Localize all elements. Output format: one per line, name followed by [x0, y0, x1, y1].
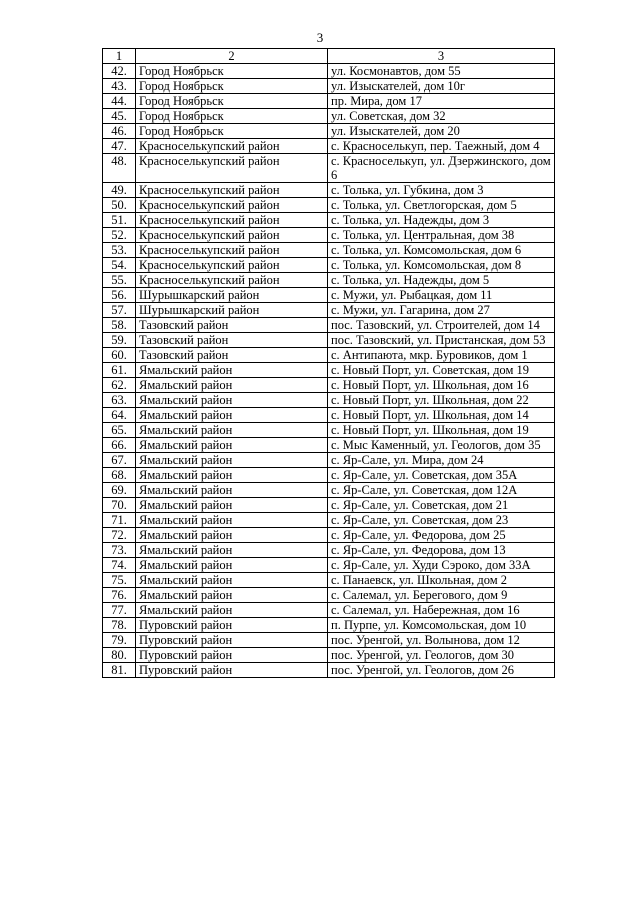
- row-number: 58.: [103, 318, 136, 333]
- row-address: с. Толька, ул. Надежды, дом 3: [328, 213, 555, 228]
- table-row: [103, 94, 555, 109]
- row-municipality: Город Ноябрьск: [136, 109, 328, 124]
- table-row: [103, 573, 555, 588]
- row-address: с. Новый Порт, ул. Школьная, дом 16: [328, 378, 555, 393]
- table-row: [103, 288, 555, 303]
- row-number: 52.: [103, 228, 136, 243]
- row-number: 70.: [103, 498, 136, 513]
- row-number: 48.: [103, 154, 136, 183]
- row-number: 47.: [103, 139, 136, 154]
- row-address: с. Красноселькуп, ул. Дзержинского, дом 6: [328, 154, 555, 183]
- row-address: с. Толька, ул. Надежды, дом 5: [328, 273, 555, 288]
- table-row: [103, 438, 555, 453]
- row-municipality: Красноселькупский район: [136, 139, 328, 154]
- row-number: 54.: [103, 258, 136, 273]
- row-number: 45.: [103, 109, 136, 124]
- row-municipality: Красноселькупский район: [136, 243, 328, 258]
- row-address: с. Мужи, ул. Гагарина, дом 27: [328, 303, 555, 318]
- row-municipality: Ямальский район: [136, 513, 328, 528]
- row-municipality: Ямальский район: [136, 483, 328, 498]
- row-number: 65.: [103, 423, 136, 438]
- row-municipality: Город Ноябрьск: [136, 79, 328, 94]
- row-municipality: Ямальский район: [136, 468, 328, 483]
- row-address: с. Яр-Сале, ул. Мира, дом 24: [328, 453, 555, 468]
- row-address: с. Салемал, ул. Берегового, дом 9: [328, 588, 555, 603]
- row-number: 74.: [103, 558, 136, 573]
- table-row: [103, 64, 555, 79]
- row-address: пос. Уренгой, ул. Волынова, дом 12: [328, 633, 555, 648]
- table-row: [103, 393, 555, 408]
- row-address: с. Яр-Сале, ул. Советская, дом 21: [328, 498, 555, 513]
- row-municipality: Ямальский район: [136, 408, 328, 423]
- row-municipality: Тазовский район: [136, 318, 328, 333]
- table-row: [103, 139, 555, 154]
- row-number: 71.: [103, 513, 136, 528]
- row-number: 51.: [103, 213, 136, 228]
- row-address: с. Яр-Сале, ул. Советская, дом 23: [328, 513, 555, 528]
- row-municipality: Пуровский район: [136, 648, 328, 663]
- table-row: [103, 648, 555, 663]
- row-number: 55.: [103, 273, 136, 288]
- row-number: 60.: [103, 348, 136, 363]
- table-row: [103, 243, 555, 258]
- table-row: [103, 543, 555, 558]
- row-number: 53.: [103, 243, 136, 258]
- row-municipality: Ямальский район: [136, 543, 328, 558]
- table-row: [103, 603, 555, 618]
- row-number: 43.: [103, 79, 136, 94]
- table-row: [103, 468, 555, 483]
- row-municipality: Город Ноябрьск: [136, 94, 328, 109]
- table-row: [103, 333, 555, 348]
- row-municipality: Пуровский район: [136, 618, 328, 633]
- table-row: [103, 558, 555, 573]
- row-address: с. Яр-Сале, ул. Советская, дом 35А: [328, 468, 555, 483]
- row-municipality: Тазовский район: [136, 348, 328, 363]
- row-number: 62.: [103, 378, 136, 393]
- row-municipality: Красноселькупский район: [136, 183, 328, 198]
- column-header-address: 3: [328, 49, 555, 64]
- row-address: п. Пурпе, ул. Комсомольская, дом 10: [328, 618, 555, 633]
- table-row: [103, 663, 555, 678]
- addresses-table: [102, 48, 555, 678]
- table-row: [103, 213, 555, 228]
- table-row: [103, 124, 555, 139]
- table-row: [103, 528, 555, 543]
- row-number: 81.: [103, 663, 136, 678]
- row-municipality: Пуровский район: [136, 663, 328, 678]
- table-row: [103, 198, 555, 213]
- row-address: с. Яр-Сале, ул. Советская, дом 12А: [328, 483, 555, 498]
- row-municipality: Ямальский район: [136, 393, 328, 408]
- row-address: с. Яр-Сале, ул. Федорова, дом 13: [328, 543, 555, 558]
- row-address: с. Толька, ул. Комсомольская, дом 6: [328, 243, 555, 258]
- row-number: 69.: [103, 483, 136, 498]
- row-address: пос. Тазовский, ул. Пристанская, дом 53: [328, 333, 555, 348]
- table-row: [103, 109, 555, 124]
- row-address: с. Красноселькуп, пер. Таежный, дом 4: [328, 139, 555, 154]
- row-municipality: Ямальский район: [136, 603, 328, 618]
- row-municipality: Ямальский район: [136, 363, 328, 378]
- table-row: [103, 378, 555, 393]
- row-address: ул. Изыскателей, дом 10г: [328, 79, 555, 94]
- row-number: 73.: [103, 543, 136, 558]
- table-row: [103, 618, 555, 633]
- row-address: с. Панаевск, ул. Школьная, дом 2: [328, 573, 555, 588]
- row-municipality: Ямальский район: [136, 558, 328, 573]
- table-row: [103, 318, 555, 333]
- table-row: [103, 498, 555, 513]
- row-number: 76.: [103, 588, 136, 603]
- row-address: с. Яр-Сале, ул. Худи Сэроко, дом 33А: [328, 558, 555, 573]
- row-municipality: Красноселькупский район: [136, 228, 328, 243]
- table-row: [103, 423, 555, 438]
- row-municipality: Пуровский район: [136, 633, 328, 648]
- column-header-number: 1: [103, 49, 136, 64]
- row-address: ул. Изыскателей, дом 20: [328, 124, 555, 139]
- row-address: с. Новый Порт, ул. Школьная, дом 22: [328, 393, 555, 408]
- row-municipality: Шурышкарский район: [136, 303, 328, 318]
- row-address: с. Яр-Сале, ул. Федорова, дом 25: [328, 528, 555, 543]
- row-number: 79.: [103, 633, 136, 648]
- row-number: 50.: [103, 198, 136, 213]
- row-number: 63.: [103, 393, 136, 408]
- row-address: с. Новый Порт, ул. Советская, дом 19: [328, 363, 555, 378]
- row-address: с. Новый Порт, ул. Школьная, дом 14: [328, 408, 555, 423]
- row-municipality: Ямальский район: [136, 438, 328, 453]
- row-address: с. Антипаюта, мкр. Буровиков, дом 1: [328, 348, 555, 363]
- row-address: с. Толька, ул. Центральная, дом 38: [328, 228, 555, 243]
- row-number: 61.: [103, 363, 136, 378]
- row-number: 68.: [103, 468, 136, 483]
- table-row: [103, 154, 555, 183]
- row-address: ул. Космонавтов, дом 55: [328, 64, 555, 79]
- row-municipality: Город Ноябрьск: [136, 124, 328, 139]
- row-municipality: Шурышкарский район: [136, 288, 328, 303]
- page-number: 3: [316, 30, 324, 45]
- table-row: [103, 348, 555, 363]
- table-row: [103, 363, 555, 378]
- row-address: с. Толька, ул. Губкина, дом 3: [328, 183, 555, 198]
- table-row: [103, 588, 555, 603]
- table-row: [103, 453, 555, 468]
- row-number: 59.: [103, 333, 136, 348]
- row-municipality: Красноселькупский район: [136, 258, 328, 273]
- row-address: с. Мыс Каменный, ул. Геологов, дом 35: [328, 438, 555, 453]
- row-municipality: Красноселькупский район: [136, 154, 328, 183]
- table-header-row: [103, 49, 555, 64]
- row-municipality: Ямальский район: [136, 528, 328, 543]
- table-row: [103, 228, 555, 243]
- row-municipality: Ямальский район: [136, 588, 328, 603]
- row-number: 77.: [103, 603, 136, 618]
- row-number: 72.: [103, 528, 136, 543]
- row-address: с. Новый Порт, ул. Школьная, дом 19: [328, 423, 555, 438]
- row-address: ул. Советская, дом 32: [328, 109, 555, 124]
- row-address: пр. Мира, дом 17: [328, 94, 555, 109]
- row-municipality: Ямальский район: [136, 423, 328, 438]
- row-number: 56.: [103, 288, 136, 303]
- table-row: [103, 483, 555, 498]
- table-row: [103, 79, 555, 94]
- table-body: [103, 64, 555, 678]
- row-municipality: Ямальский район: [136, 453, 328, 468]
- row-municipality: Город Ноябрьск: [136, 64, 328, 79]
- table-row: [103, 183, 555, 198]
- row-number: 66.: [103, 438, 136, 453]
- table-row: [103, 408, 555, 423]
- row-number: 57.: [103, 303, 136, 318]
- row-address: с. Мужи, ул. Рыбацкая, дом 11: [328, 288, 555, 303]
- row-municipality: Красноселькупский район: [136, 213, 328, 228]
- row-number: 67.: [103, 453, 136, 468]
- row-municipality: Ямальский район: [136, 498, 328, 513]
- row-address: пос. Уренгой, ул. Геологов, дом 30: [328, 648, 555, 663]
- row-number: 75.: [103, 573, 136, 588]
- table-row: [103, 258, 555, 273]
- table-row: [103, 633, 555, 648]
- table-row: [103, 513, 555, 528]
- row-address: пос. Уренгой, ул. Геологов, дом 26: [328, 663, 555, 678]
- row-address: с. Толька, ул. Комсомольская, дом 8: [328, 258, 555, 273]
- row-number: 44.: [103, 94, 136, 109]
- table-row: [103, 273, 555, 288]
- row-number: 80.: [103, 648, 136, 663]
- table-row: [103, 303, 555, 318]
- row-municipality: Тазовский район: [136, 333, 328, 348]
- row-municipality: Красноселькупский район: [136, 273, 328, 288]
- row-municipality: Красноселькупский район: [136, 198, 328, 213]
- row-address: с. Салемал, ул. Набережная, дом 16: [328, 603, 555, 618]
- row-address: пос. Тазовский, ул. Строителей, дом 14: [328, 318, 555, 333]
- row-address: с. Толька, ул. Светлогорская, дом 5: [328, 198, 555, 213]
- row-number: 46.: [103, 124, 136, 139]
- row-number: 49.: [103, 183, 136, 198]
- row-number: 64.: [103, 408, 136, 423]
- row-number: 42.: [103, 64, 136, 79]
- row-municipality: Ямальский район: [136, 573, 328, 588]
- column-header-municipality: 2: [136, 49, 328, 64]
- row-number: 78.: [103, 618, 136, 633]
- row-municipality: Ямальский район: [136, 378, 328, 393]
